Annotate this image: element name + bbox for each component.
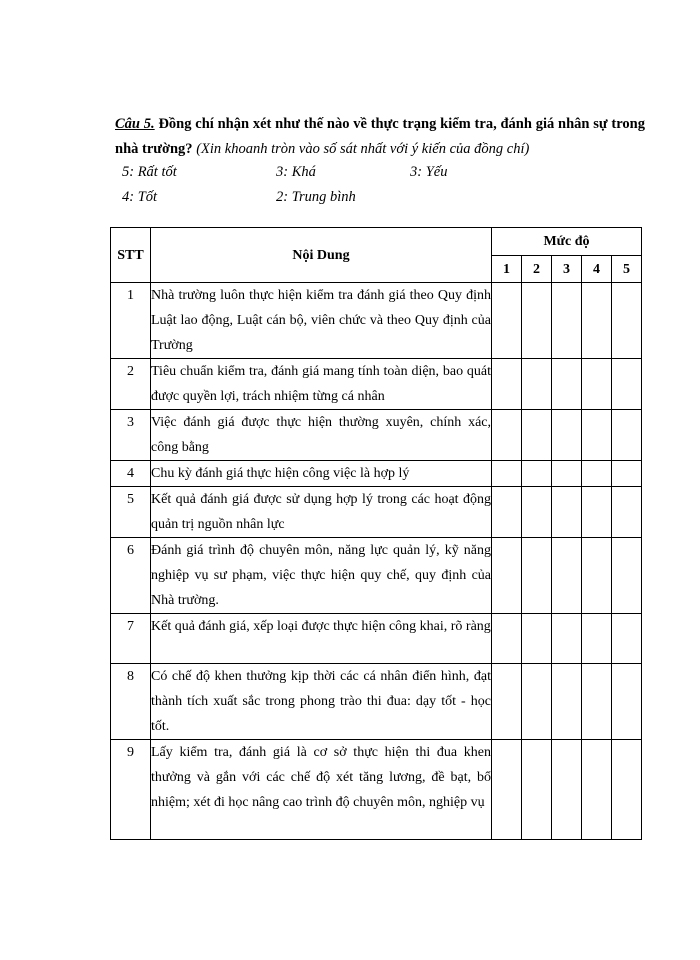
rating-cell-3[interactable] — [552, 740, 582, 840]
rating-cell-1[interactable] — [492, 614, 522, 664]
rating-cell-3[interactable] — [552, 410, 582, 461]
table-row — [111, 740, 642, 840]
rating-cell-3[interactable] — [552, 664, 582, 740]
rating-cell-5[interactable] — [612, 614, 642, 664]
row-number: 7 — [111, 614, 151, 664]
level-5-header: 5 — [612, 256, 642, 283]
row-number: 4 — [111, 461, 151, 487]
rating-cell-4[interactable] — [582, 461, 612, 487]
rating-cell-4[interactable] — [582, 664, 612, 740]
rating-cell-2[interactable] — [522, 359, 552, 410]
rating-cell-1[interactable] — [492, 410, 522, 461]
rating-cell-4[interactable] — [582, 359, 612, 410]
rating-cell-5[interactable] — [612, 410, 642, 461]
rating-cell-1[interactable] — [492, 461, 522, 487]
rating-cell-4[interactable] — [582, 410, 612, 461]
rating-cell-2[interactable] — [522, 487, 552, 538]
table-row — [111, 410, 642, 461]
table-row — [111, 461, 642, 487]
row-content: Nhà trường luôn thực hiện kiểm tra đánh giá theo Quy định Luật lao động, Luật cán bộ, viên chức và theo Quy định của Trường — [151, 283, 492, 359]
question-label: Câu 5. — [115, 116, 155, 132]
rating-cell-1[interactable] — [492, 538, 522, 614]
rating-cell-4[interactable] — [582, 487, 612, 538]
row-content: Đánh giá trình độ chuyên môn, năng lực quản lý, kỹ năng nghiệp vụ sư phạm, việc thực hiện quy chế, quy định của Nhà trường. — [151, 538, 492, 614]
rating-cell-5[interactable] — [612, 664, 642, 740]
rating-legend — [122, 160, 622, 210]
row-number: 3 — [111, 410, 151, 461]
rating-cell-5[interactable] — [612, 487, 642, 538]
header-stt: STT — [111, 228, 151, 283]
level-4-header: 4 — [582, 256, 612, 283]
legend-item: 3: Khá — [276, 164, 316, 180]
rating-cell-5[interactable] — [612, 538, 642, 614]
row-content: Việc đánh giá được thực hiện thường xuyên, chính xác, công bằng — [151, 410, 492, 461]
rating-cell-2[interactable] — [522, 614, 552, 664]
survey-table — [110, 227, 642, 840]
legend-row-2 — [122, 185, 622, 210]
rating-cell-2[interactable] — [522, 664, 552, 740]
question-note: (Xin khoanh tròn vào số sát nhất với ý kiến của đồng chí) — [192, 141, 530, 157]
rating-cell-1[interactable] — [492, 740, 522, 840]
table-row — [111, 614, 642, 664]
question-block — [115, 112, 645, 162]
rating-cell-3[interactable] — [552, 359, 582, 410]
rating-cell-3[interactable] — [552, 538, 582, 614]
table-row — [111, 664, 642, 740]
row-content: Kết quả đánh giá được sử dụng hợp lý trong các hoạt động quản trị nguồn nhân lực — [151, 487, 492, 538]
rating-cell-4[interactable] — [582, 614, 612, 664]
question-text: Đồng chí nhận xét như thế nào về thực trạng kiểm tra, đánh giá nhân sự trong nhà trường? — [115, 116, 645, 157]
rating-cell-2[interactable] — [522, 283, 552, 359]
rating-cell-2[interactable] — [522, 461, 552, 487]
row-content: Chu kỳ đánh giá thực hiện công việc là hợp lý — [151, 461, 492, 487]
rating-cell-1[interactable] — [492, 283, 522, 359]
legend-item: 5: Rất tốt — [122, 164, 177, 180]
table-row — [111, 359, 642, 410]
rating-cell-4[interactable] — [582, 538, 612, 614]
rating-cell-4[interactable] — [582, 283, 612, 359]
row-number: 2 — [111, 359, 151, 410]
row-number: 1 — [111, 283, 151, 359]
table-row — [111, 538, 642, 614]
rating-cell-1[interactable] — [492, 487, 522, 538]
legend-row-1 — [122, 160, 622, 185]
legend-item: 2: Trung bình — [276, 189, 356, 205]
row-content: Kết quả đánh giá, xếp loại được thực hiện công khai, rõ ràng — [151, 614, 492, 664]
row-content: Lấy kiểm tra, đánh giá là cơ sở thực hiện thi đua khen thưởng và gắn với các chế độ xét tăng lương, đề bạt, bổ nhiệm; xét đi học nâng cao trình độ chuyên môn, nghiệp vụ — [151, 740, 492, 840]
table-row — [111, 487, 642, 538]
rating-cell-5[interactable] — [612, 740, 642, 840]
rating-cell-3[interactable] — [552, 614, 582, 664]
rating-cell-3[interactable] — [552, 283, 582, 359]
level-2-header: 2 — [522, 256, 552, 283]
rating-cell-1[interactable] — [492, 664, 522, 740]
rating-cell-3[interactable] — [552, 487, 582, 538]
row-number: 5 — [111, 487, 151, 538]
header-content: Nội Dung — [151, 228, 492, 283]
rating-cell-2[interactable] — [522, 740, 552, 840]
row-number: 9 — [111, 740, 151, 840]
row-content: Có chế độ khen thưởng kịp thời các cá nhân điển hình, đạt thành tích xuất sắc trong phong trào thi đua: dạy tốt - học tốt. — [151, 664, 492, 740]
legend-item: 4: Tốt — [122, 189, 158, 205]
rating-cell-4[interactable] — [582, 740, 612, 840]
rating-cell-1[interactable] — [492, 359, 522, 410]
row-number: 6 — [111, 538, 151, 614]
level-3-header: 3 — [552, 256, 582, 283]
row-content: Tiêu chuẩn kiểm tra, đánh giá mang tính toàn diện, bao quát được quyền lợi, trách nhiệm từng cá nhân — [151, 359, 492, 410]
rating-cell-5[interactable] — [612, 461, 642, 487]
rating-cell-5[interactable] — [612, 359, 642, 410]
rating-cell-2[interactable] — [522, 538, 552, 614]
legend-item: 3: Yếu — [410, 164, 448, 180]
rating-cell-3[interactable] — [552, 461, 582, 487]
level-1-header: 1 — [492, 256, 522, 283]
table-row — [111, 283, 642, 359]
rating-cell-2[interactable] — [522, 410, 552, 461]
row-number: 8 — [111, 664, 151, 740]
rating-cell-5[interactable] — [612, 283, 642, 359]
header-level: Mức độ — [492, 228, 642, 256]
